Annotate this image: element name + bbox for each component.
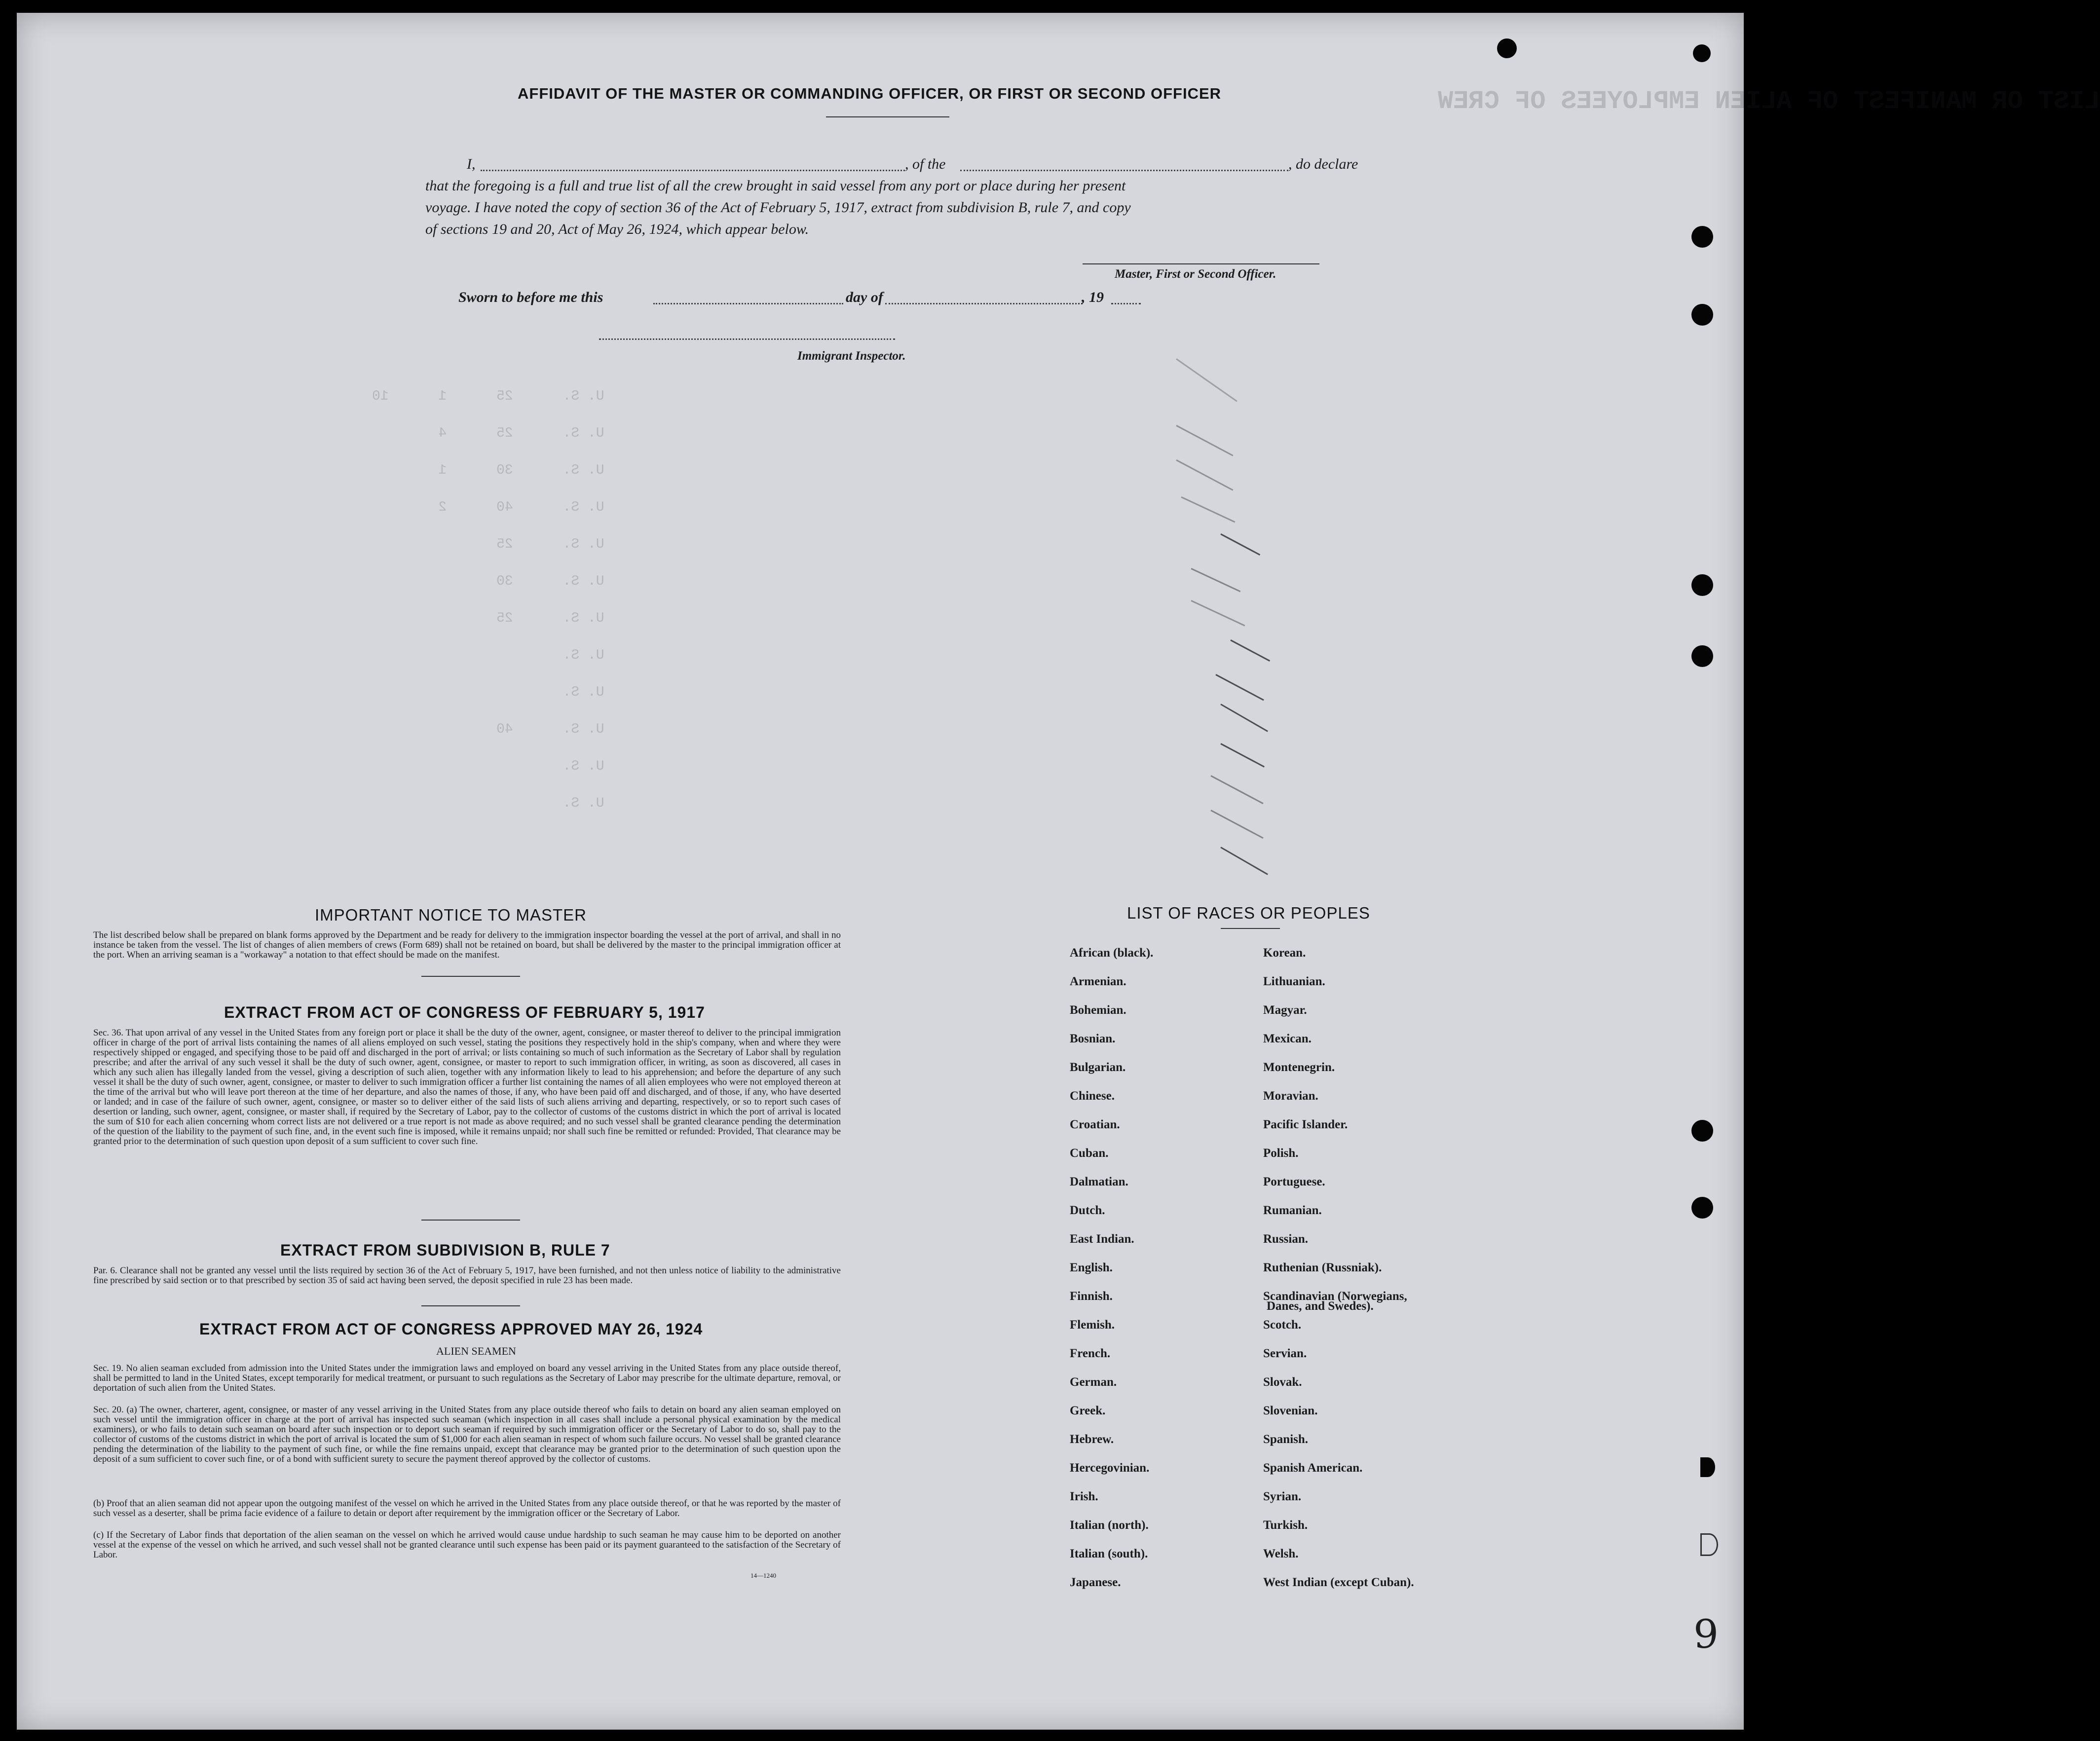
- notice-title: IMPORTANT NOTICE TO MASTER: [315, 906, 587, 924]
- race-item: Polish.: [1263, 1147, 1299, 1160]
- declaration-line-4: of sections 19 and 20, Act of May 26, 1924, which appear below.: [425, 221, 809, 237]
- extract-rule7-body: Par. 6. Clearance shall not be granted any vessel until the lists required by section 36 of the Act of February 5, 1917, have been furnished, and not then unless notice of liability to the administrative fine prescribed by said section or to that prescribed by section 35 of said act having been served, the deposit specified in rule 23 has been made.: [93, 1265, 841, 1286]
- race-item: Portuguese.: [1263, 1175, 1325, 1188]
- race-item: Cuban.: [1070, 1147, 1109, 1160]
- sworn-month-blank[interactable]: [885, 303, 1083, 304]
- race-item: Scotch.: [1263, 1318, 1302, 1332]
- ink-stroke: [1220, 533, 1260, 556]
- punch-hole: [1691, 1197, 1713, 1219]
- race-item: Hebrew.: [1070, 1433, 1114, 1446]
- page-number-annotation: 9: [1693, 1611, 1719, 1657]
- ink-stroke: [1176, 459, 1233, 491]
- extract-1917-body: Sec. 36. That upon arrival of any vessel in the United States from any foreign port or place it shall be the duty of the owner, agent, consignee, or master thereof to deliver to the principal immigration officer in charge of the port of arrival lists containing the names of all aliens employed on such vessel, stating the positions they respectively hold in the ship's company, when and where they were respectively shipped or engaged, and specifying those to be paid off and discharged in the port of arrival; or lists containing so much of such information as the Secretary of Labor shall by regulation prescribe; and after the arrival of any such vessel it shall be the duty of such owner, agent, consignee, or master to report to such immigration officer, in writing, as soon as discovered, all cases in which any such alien has illegally landed from the vessel, giving a description of such alien, together with any information likely to lead to his apprehension; and before the departure of any such vessel it shall be the duty of such owner, agent, consignee, or master to deliver to such immigration officer a further list containing the names of all alien employees who were not employed thereon at the time of the arrival but who will leave port thereon at the time of her departure, and also the names of those, if any, who have been paid off and discharged, and of those, if any, who have deserted or landed; and in case of the failure of such owner, agent, consignee, or master so to deliver either of the said lists of such aliens arriving and departing, respectively, or so to report such cases of desertion or landing, such owner, agent, consignee, or master shall, if required by the Secretary of Labor, pay to the collector of customs of the customs district in which the port of arrival is located the sum of $10 for each alien concerning whom correct lists are not delivered or a true report is not made as above required; and no such vessel shall be granted clearance pending the determination of the question of the liability to the payment of such fine, and, in the event such fine is imposed, while it remains unpaid; nor shall such fine be remitted or refunded: Provided, That clearance may be granted prior to the determination of such question upon deposit of a sum sufficient to cover such fine.: [93, 1028, 841, 1147]
- race-item: Slovak.: [1263, 1375, 1302, 1389]
- extract-1924-sec20a: Sec. 20. (a) The owner, charterer, agent, consignee, or master of any vessel arriving in the United States from any place outside thereof who fails to detain on board any alien seaman employed on such vessel until the immigration officer in charge at the port of arrival has inspected such seaman (which inspection in all cases shall include a personal physical examination by the medical examiners), or who fails to detain such seaman on board after such inspection or to deport such seaman if required by such immigration officer or the Secretary of Labor to do so, shall pay to the collector of customs of the customs district in which the port of arrival is located the sum of $1,000 for each alien seaman in respect of whom such failure occurs. No vessel shall be granted clearance pending the determination of the liability to the payment of such fine, or while the fine remains unpaid, except that clearance may be granted prior to the determination of such question upon the deposit of a sum sufficient to cover such fine, or of a bond with sufficient surety to secure the payment thereof approved by the collector of customs.: [93, 1405, 841, 1464]
- extract-rule7-title: EXTRACT FROM SUBDIVISION B, RULE 7: [280, 1241, 610, 1259]
- punch-hole: [1691, 1120, 1713, 1142]
- declarant-name-blank[interactable]: [481, 170, 905, 171]
- race-item: Syrian.: [1263, 1490, 1302, 1503]
- of-the-label: , of the: [905, 156, 946, 172]
- inspector-signature-line[interactable]: [599, 338, 895, 340]
- race-item: African (black).: [1070, 946, 1154, 960]
- vessel-name-blank[interactable]: [960, 170, 1288, 171]
- title-underline: [826, 116, 949, 117]
- race-item: Italian (north).: [1070, 1519, 1149, 1532]
- race-item: Mexican.: [1263, 1032, 1312, 1045]
- extract-rule7-divider: [421, 1305, 520, 1306]
- notice-body: The list described below shall be prepared on blank forms approved by the Department and be ready for delivery to the immigration inspector boarding the vessel at the port of arrival, and shall in no instance be taken from the vessel. The list of changes of alien members of crews (Form 689) shall not be retained on board, but shall be delivered by the master to the principal immigration officer at the port. When an arriving seaman is a "workaway" a notation to that effect should be made on the manifest.: [93, 930, 841, 960]
- ink-stroke: [1220, 704, 1268, 732]
- ink-stroke: [1176, 358, 1238, 402]
- bleed-through-heading: LIST OR MANIFEST OF ALIEN EMPLOYEES OF CREW: [1438, 87, 2100, 116]
- bleed-through-rows: U. S. 25 1 10 U. S. 25 4 U. S. 30 1 U. S. 40 2 U. S. 25 U. S. 30 U. S. 25 U. S. U. S. U. S. 40 U. S. U. S.: [372, 389, 604, 811]
- race-item: Dalmatian.: [1070, 1175, 1128, 1188]
- race-item: West Indian (except Cuban).: [1263, 1576, 1414, 1589]
- race-item: Bulgarian.: [1070, 1061, 1126, 1074]
- race-continuation: Danes, and Swedes).: [1267, 1299, 1374, 1313]
- sworn-day-blank[interactable]: [653, 303, 843, 304]
- race-item: Pacific Islander.: [1263, 1118, 1348, 1131]
- race-item: Moravian.: [1263, 1089, 1318, 1103]
- sworn-year-blank[interactable]: [1111, 303, 1141, 304]
- races-title-underline: [1221, 928, 1280, 929]
- race-item: Scandinavian (Norwegians,: [1263, 1290, 1407, 1303]
- punch-hole: [1497, 38, 1517, 58]
- race-item: Italian (south).: [1070, 1547, 1148, 1560]
- race-item: Flemish.: [1070, 1318, 1115, 1332]
- ink-stroke: [1215, 674, 1264, 701]
- race-item: Russian.: [1263, 1232, 1309, 1246]
- punch-hole: [1700, 1533, 1718, 1556]
- race-item: Lithuanian.: [1263, 975, 1325, 988]
- race-item: Finnish.: [1070, 1290, 1113, 1303]
- ink-stroke: [1220, 743, 1265, 768]
- races-title: LIST OF RACES OR PEOPLES: [1127, 904, 1370, 922]
- ink-stroke: [1220, 847, 1268, 875]
- extract-1924-sec19: Sec. 19. No alien seaman excluded from admission into the United States under the immigration laws and employed on board any vessel arriving in the United States from any place outside thereof, shall be permitted to land in the United States, except temporarily for medical treatment, or pursuant to such regulations as the Secretary of Labor may prescribe for the ultimate departure, removal, or deportation of such alien from the United States.: [93, 1363, 841, 1393]
- race-item: Hercegovinian.: [1070, 1461, 1150, 1475]
- race-item: Chinese.: [1070, 1089, 1115, 1103]
- declaration-line-3: voyage. I have noted the copy of section 36 of the Act of February 5, 1917, extract from subdivision B, rule 7, and copy: [425, 199, 1131, 216]
- document-page: [17, 13, 2100, 1730]
- ink-stroke: [1230, 639, 1270, 662]
- punch-hole: [1700, 1457, 1715, 1477]
- extract-1924-title: EXTRACT FROM ACT OF CONGRESS APPROVED MAY 26, 1924: [199, 1320, 703, 1338]
- ink-stroke: [1191, 568, 1240, 592]
- extract-1917-divider: [421, 1220, 520, 1221]
- race-item: Magyar.: [1263, 1003, 1307, 1017]
- master-signature-line[interactable]: [1083, 263, 1319, 264]
- race-item: Armenian.: [1070, 975, 1126, 988]
- inspector-caption: Immigrant Inspector.: [797, 349, 906, 363]
- year-label: , 19: [1082, 289, 1104, 305]
- race-item: Turkish.: [1263, 1519, 1308, 1532]
- extract-1924-sec20c: (c) If the Secretary of Labor finds that deportation of the alien seaman on the vessel on which he arrived would cause undue hardship to such seaman he may cause him to be deported on another vessel at the expense of the vessel on which he arrived, and such vessel shall not be granted clearance until such expense has been paid or its payment guaranteed to the satisfaction of the Secretary of Labor.: [93, 1530, 841, 1560]
- race-item: Croatian.: [1070, 1118, 1120, 1131]
- ink-stroke: [1210, 775, 1263, 804]
- race-item: German.: [1070, 1375, 1117, 1389]
- master-signature-caption: Master, First or Second Officer.: [1115, 267, 1276, 281]
- race-item: Ruthenian (Russniak).: [1263, 1261, 1382, 1274]
- do-declare-label: , do declare: [1288, 156, 1358, 172]
- race-item: Welsh.: [1263, 1547, 1299, 1560]
- race-item: East Indian.: [1070, 1232, 1134, 1246]
- race-item: Servian.: [1263, 1347, 1307, 1360]
- punch-hole: [1691, 574, 1713, 596]
- race-item: Bohemian.: [1070, 1003, 1126, 1017]
- race-item: French.: [1070, 1347, 1111, 1360]
- race-item: Korean.: [1263, 946, 1306, 960]
- race-item: Spanish.: [1263, 1433, 1309, 1446]
- extract-1924-subtitle: ALIEN SEAMEN: [436, 1345, 516, 1357]
- race-item: English.: [1070, 1261, 1113, 1274]
- extract-1924-sec20b: (b) Proof that an alien seaman did not appear upon the outgoing manifest of the vessel on which he arrived in the United States from any place outside thereof, or that he was reported by the master of such vessel as a deserter, shall be prima facie evidence of a failure to detain or deport after requirement by the immigration officer or the Secretary of Labor.: [93, 1498, 841, 1519]
- race-item: Montenegrin.: [1263, 1061, 1335, 1074]
- race-item: Japanese.: [1070, 1576, 1121, 1589]
- affidavit-title: AFFIDAVIT OF THE MASTER OR COMMANDING OFFICER, OR FIRST OR SECOND OFFICER: [518, 85, 1222, 102]
- declaration-line-1: [467, 156, 476, 173]
- extract-1917-title: EXTRACT FROM ACT OF CONGRESS OF FEBRUARY 5, 1917: [224, 1003, 705, 1021]
- declarant-prefix: I,: [467, 156, 476, 172]
- race-item: Bosnian.: [1070, 1032, 1116, 1045]
- day-of-label: day of: [846, 289, 883, 305]
- punch-hole: [1691, 226, 1713, 248]
- race-item: Rumanian.: [1263, 1204, 1322, 1217]
- race-item: Dutch.: [1070, 1204, 1105, 1217]
- declaration-line-2: that the foregoing is a full and true list of all the crew brought in said vessel from any port or place during her present: [425, 178, 1126, 194]
- punch-hole: [1691, 304, 1713, 326]
- punch-hole: [1691, 645, 1713, 667]
- race-item: Irish.: [1070, 1490, 1098, 1503]
- punch-hole: [1693, 44, 1711, 62]
- ink-stroke: [1176, 425, 1233, 456]
- ink-stroke: [1181, 496, 1235, 522]
- race-item: Spanish American.: [1263, 1461, 1363, 1475]
- sworn-label: Sworn to before me this: [458, 289, 603, 305]
- ink-stroke: [1210, 810, 1263, 839]
- form-number: 14—1240: [750, 1572, 776, 1579]
- race-item: Greek.: [1070, 1404, 1106, 1417]
- race-item: Slovenian.: [1263, 1404, 1318, 1417]
- ink-stroke: [1191, 600, 1245, 626]
- notice-divider: [421, 976, 520, 977]
